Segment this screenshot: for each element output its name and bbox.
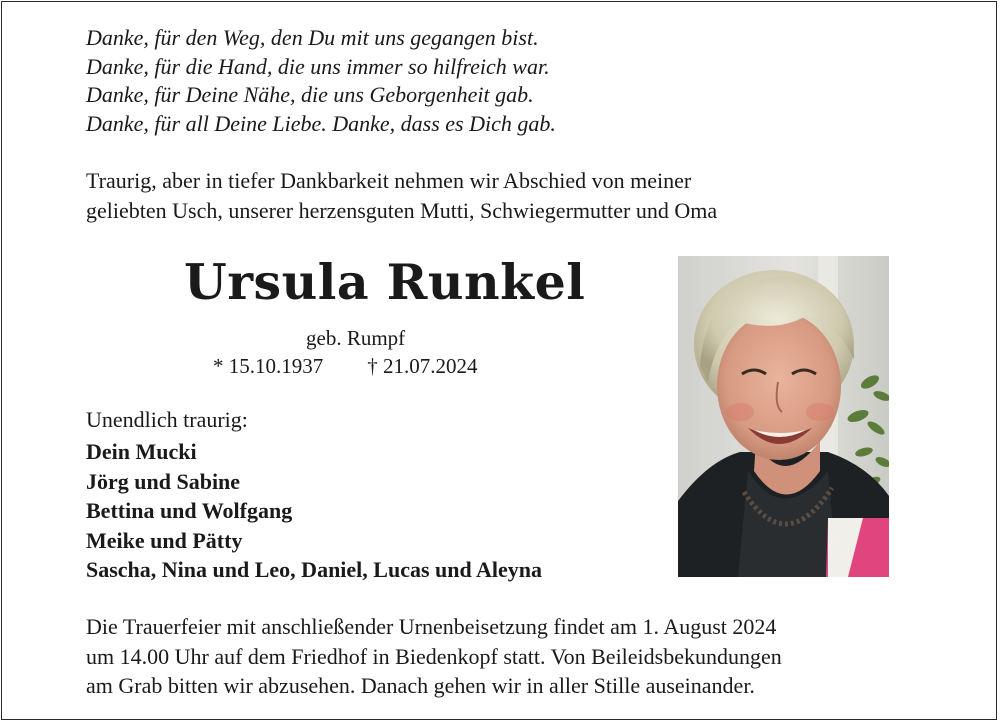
poem-verse <box>86 24 556 138</box>
poem-line: Danke, für Deine Nähe, die uns Geborgenheit gab. <box>86 82 534 107</box>
poem-line: Danke, für die Hand, die uns immer so hilfreich war. <box>86 53 550 79</box>
life-dates <box>213 352 478 380</box>
notice-line: am Grab bitten wir abzusehen. Danach gehen wir in aller Stille auseinander. <box>86 673 755 698</box>
mourner-item: Bettina und Wolfgang <box>86 498 293 523</box>
notice-line: um 14.00 Uhr auf dem Friedhof in Biedenkopf statt. Von Beileidsbekundungen <box>86 643 782 669</box>
poem-line: Danke, für all Deine Liebe. Danke, dass es Dich gab. <box>86 110 556 136</box>
intro-line: Traurig, aber in tiefer Dankbarkeit nehmen wir Abschied von meiner <box>86 168 692 193</box>
death-date: † 21.07.2024 <box>367 354 478 378</box>
deceased-name: Ursula Runkel <box>184 253 586 311</box>
portrait-photo <box>678 256 889 577</box>
mourners-list <box>86 437 542 585</box>
notice-line: Die Trauerfeier mit anschließender Urnenbeisetzung findet am 1. August 2024 <box>86 614 777 639</box>
mourner-item: Jörg und Sabine <box>86 468 241 494</box>
intro-line: geliebten Usch, unserer herzensguten Mutti, Schwiegermutter und Oma <box>86 197 718 223</box>
poem-line: Danke, für den Weg, den Du mit uns gegangen bist. <box>86 25 539 50</box>
funeral-notice <box>86 612 782 701</box>
birth-date: * 15.10.1937 <box>213 354 324 378</box>
birth-name: geb. Rumpf <box>306 326 406 350</box>
mourner-item: Sascha, Nina und Leo, Daniel, Lucas und Aleyna <box>86 557 543 582</box>
mourners-label: Unendlich traurig: <box>86 407 248 432</box>
intro-text <box>86 166 717 225</box>
mourner-item: Dein Mucki <box>86 439 197 464</box>
portrait-image <box>678 256 889 577</box>
mourner-item: Meike und Pätty <box>86 527 243 553</box>
